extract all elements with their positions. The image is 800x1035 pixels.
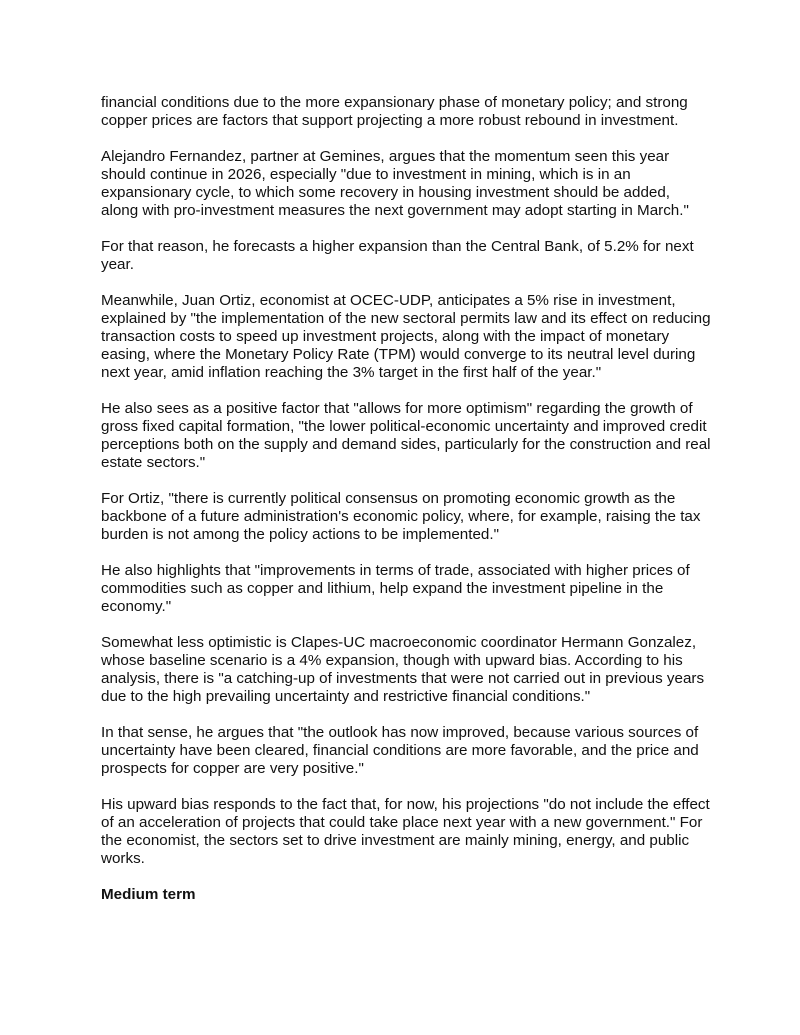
document-page: [101, 94, 711, 904]
paragraph: He also highlights that "improvements in terms of trade, associated with higher prices of commodities such as copper and lithium, help expand the investment pipeline in the economy.": [101, 562, 690, 615]
paragraph: In that sense, he argues that "the outlook has now improved, because various sources of uncertainty have been cleared, financial conditions are more favorable, and the price and prospects for copper are very positive.": [101, 724, 699, 777]
paragraph: His upward bias responds to the fact that, for now, his projections "do not include the effect of an acceleration of projects that could take place next year with a new government." For the economist, the sectors set to drive investment are mainly mining, energy, and public works.: [101, 796, 710, 867]
paragraph: For Ortiz, "there is currently political consensus on promoting economic growth as the backbone of a future administration's economic policy, where, for example, raising the tax burden is not among the policy actions to be implemented.": [101, 490, 701, 543]
paragraph: financial conditions due to the more expansionary phase of monetary policy; and strong copper prices are factors that support projecting a more robust rebound in investment.: [101, 94, 688, 129]
paragraph: For that reason, he forecasts a higher expansion than the Central Bank, of 5.2% for next year.: [101, 238, 694, 273]
paragraph: He also sees as a positive factor that "allows for more optimism" regarding the growth of gross fixed capital formation, "the lower political-economic uncertainty and improved credit perceptions both on the supply and demand sides, particularly for the construction and real estate sectors.": [101, 400, 711, 471]
paragraph: Alejandro Fernandez, partner at Gemines, argues that the momentum seen this year should continue in 2026, especially "due to investment in mining, which is in an expansionary cycle, to which some recovery in housing investment should be added, along with pro-investment measures the next government may adopt starting in March.": [101, 148, 689, 219]
paragraph: Somewhat less optimistic is Clapes-UC macroeconomic coordinator Hermann Gonzalez, whose baseline scenario is a 4% expansion, though with upward bias. According to his analysis, there is "a catching-up of investments that were not carried out in previous years due to the high prevailing uncertainty and restrictive financial conditions.": [101, 634, 705, 705]
paragraph: Meanwhile, Juan Ortiz, economist at OCEC-UDP, anticipates a 5% rise in investment, explained by "the implementation of the new sectoral permits law and its effect on reducing transaction costs to speed up investment projects, along with the impact of monetary easing, where the Monetary Policy Rate (TPM) would converge to its neutral level during next year, amid inflation reaching the 3% target in the first half of the year.": [101, 292, 711, 381]
section-heading: Medium term: [101, 886, 196, 903]
